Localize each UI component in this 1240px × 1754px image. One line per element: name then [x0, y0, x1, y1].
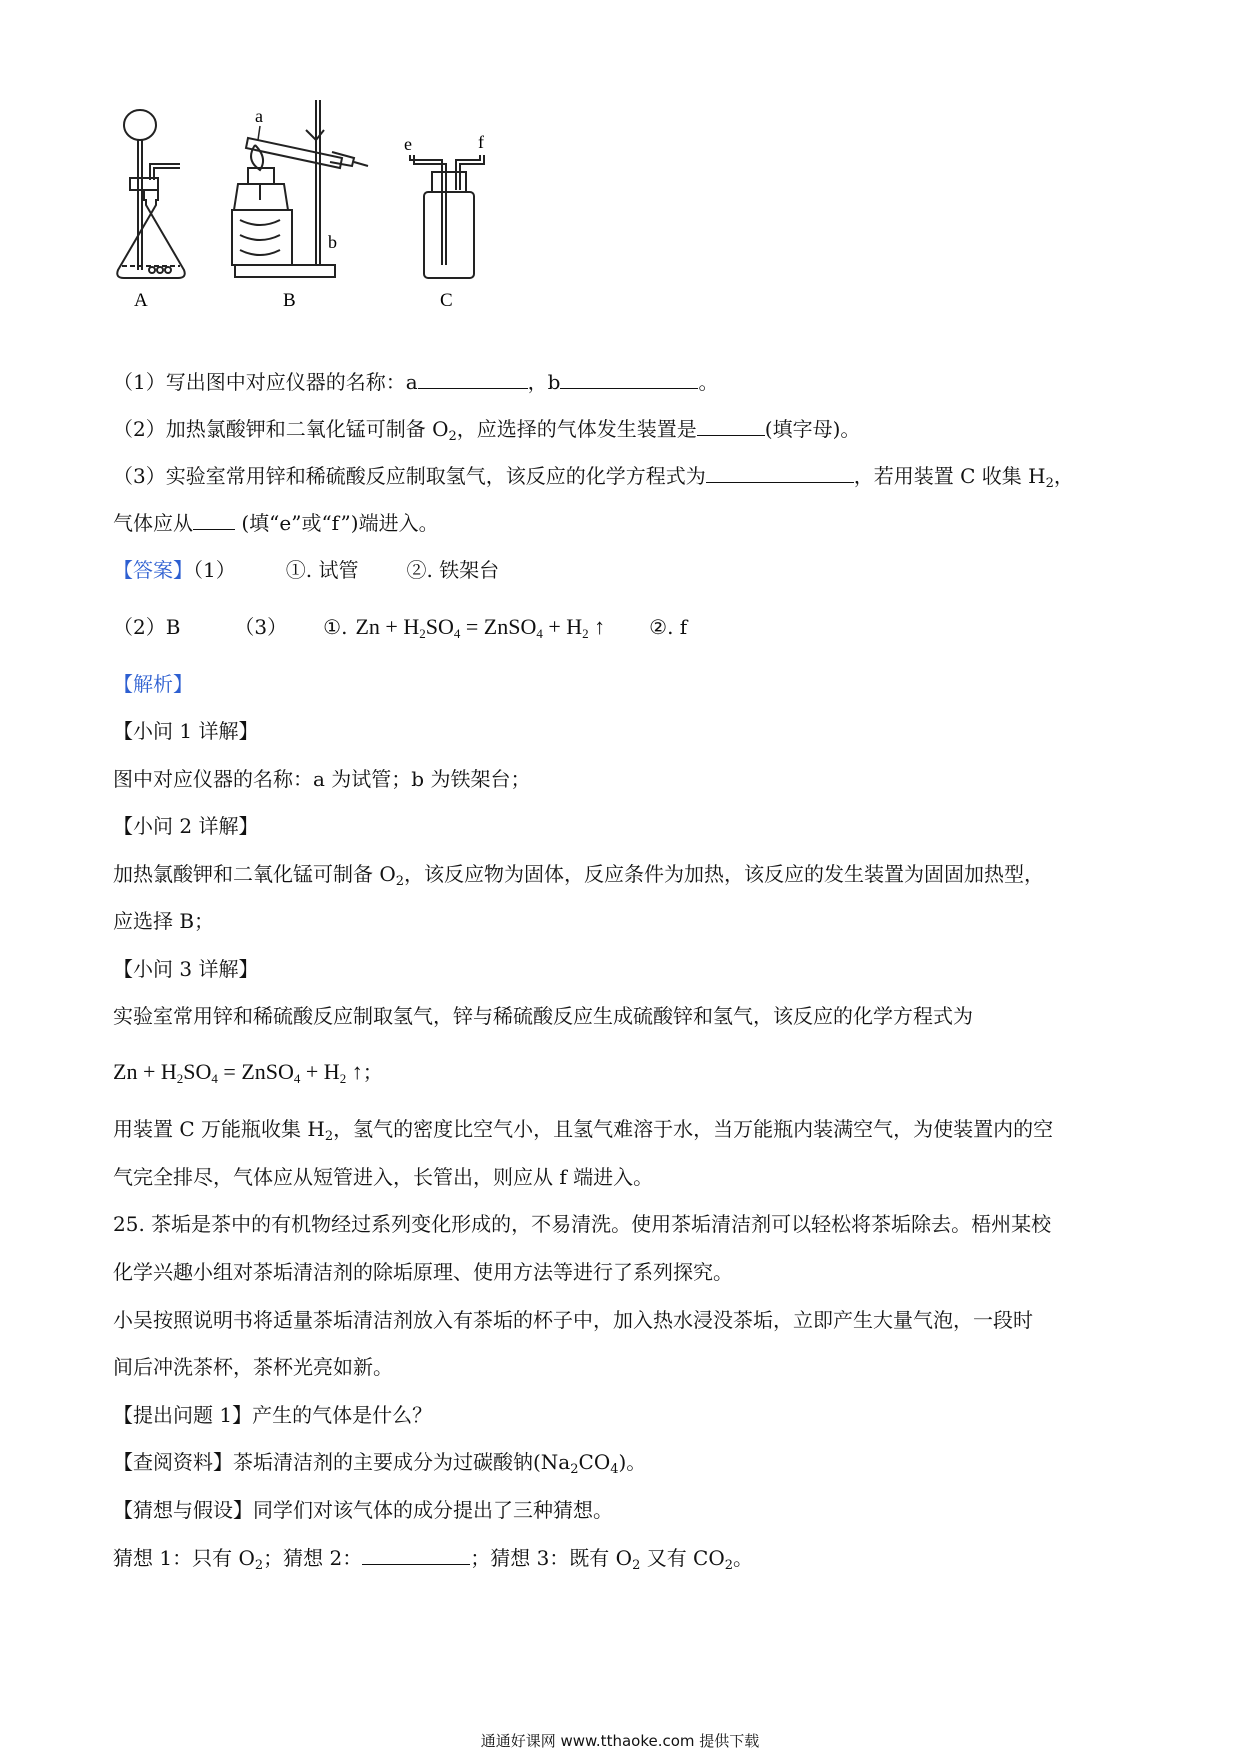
analysis-sub2-line-2: 应选择 B；	[113, 909, 215, 933]
q25-guess-b: ；猜想 2：	[263, 1546, 363, 1570]
answer-q3-item1-prefix: ①.	[323, 615, 348, 639]
q3-line2-end: (填“e”或“f”)端进入。	[235, 511, 439, 535]
answer-line-1	[113, 555, 499, 585]
q25-line-3: 小吴按照说明书将适量茶垢清洁剂放入有茶垢的杯子中，加入热水浸没茶垢，立即产生大量气泡，一段时	[113, 1308, 1033, 1332]
q25-guess-c: ；猜想 3：既有 O	[470, 1546, 633, 1570]
analysis-sub1-text: 图中对应仪器的名称：a 为试管；b 为铁架台；	[113, 767, 531, 791]
q25-guess-sub1: 2	[254, 1558, 264, 1573]
apparatus-c	[410, 155, 484, 278]
q3-end: ，	[1053, 464, 1074, 488]
apparatus-a	[117, 110, 185, 278]
answer-q2-label: （2）B	[113, 615, 181, 639]
label-a-figure: A	[134, 290, 148, 311]
answer-q1-label: （1）	[193, 558, 236, 582]
analysis-sub3-line-4: 气完全排尽，气体应从短管进入，长管出，则应从 f 端进入。	[113, 1165, 654, 1189]
analysis-tag: 【解析】	[113, 672, 193, 696]
answer-tag: 【答案】	[113, 558, 193, 582]
q25-reference	[113, 1447, 646, 1477]
analysis-sub1-head: 【小问 1 详解】	[113, 719, 259, 743]
q3-sub: 2	[1045, 476, 1054, 491]
answer-equation: $Zn + H_2SO_4$ = ZnSO$_4$ + $H_2$ ↑	[355, 614, 606, 641]
analysis-sub3-line-3-sub: 2	[324, 1129, 334, 1144]
analysis-equation: $Zn + H_2SO_4$ = ZnSO$_4$ + $H_2$ ↑	[113, 1059, 363, 1086]
q25-ref-sub4: 4	[610, 1462, 619, 1477]
q25-problem: 【提出问题 1】产生的气体是什么？	[113, 1403, 433, 1427]
analysis-sub3-head: 【小问 3 详解】	[113, 957, 259, 981]
q3-prefix: （3）实验室常用锌和稀硫酸反应制取氢气，该反应的化学方程式为	[113, 464, 706, 488]
q2-sub: 2	[448, 429, 457, 444]
q25-line-2: 化学兴趣小组对茶垢清洁剂的除垢原理、使用方法等进行了系列探究。	[113, 1260, 733, 1284]
q3-blank-equation[interactable]	[706, 460, 854, 483]
q25-guess-head: 【猜想与假设】同学们对该气体的成分提出了三种猜想。	[113, 1498, 613, 1522]
q25-ref-c: )。	[618, 1450, 647, 1474]
label-f: f	[478, 132, 484, 152]
analysis-sub2-line-1-sub: 2	[395, 874, 405, 889]
analysis-sub2-line-1-b: ，该反应物为固体，反应条件为加热，该反应的发生装置为固固加热型，	[404, 862, 1045, 886]
q3-blank-port[interactable]	[193, 507, 235, 530]
label-e: e	[404, 134, 412, 154]
answer-q1-item2: ②. 铁架台	[406, 558, 500, 582]
q25-line-1: 25. 茶垢是茶中的有机物经过系列变化形成的，不易清洗。使用茶垢清洁剂可以轻松将茶垢除去。梧州某校	[113, 1212, 1052, 1236]
q25-guess-2-blank[interactable]	[362, 1542, 470, 1565]
q2-prefix: （2）加热氯酸钾和二氧化锰可制备 O	[113, 417, 449, 441]
question-3-line-2	[113, 507, 439, 538]
analysis-sub2-head: 【小问 2 详解】	[113, 814, 259, 838]
q3-line2-prefix: 气体应从	[113, 511, 193, 535]
question-2	[113, 413, 860, 444]
q3-mid: ，若用装置 C 收集 H	[853, 464, 1046, 488]
q25-guess-sub3: 2	[724, 1558, 734, 1573]
page-footer: 通通好课网 www.tthaoke.com 提供下载	[480, 1732, 760, 1750]
analysis-sub2-line-1-a: 加热氯酸钾和二氧化锰可制备 O	[113, 862, 396, 886]
q2-mid: ，应选择的气体发生装置是	[456, 417, 697, 441]
analysis-sub3-line-3-a: 用装置 C 万能瓶收集 H	[113, 1117, 325, 1141]
label-a-pointer: a	[255, 106, 263, 126]
q25-guesses	[113, 1542, 753, 1573]
analysis-sub3-line-3	[113, 1114, 1053, 1144]
q25-guess-a: 猜想 1：只有 O	[113, 1546, 255, 1570]
label-b-pointer: b	[328, 232, 337, 252]
label-b-figure: B	[283, 290, 296, 311]
q1-end: 。	[698, 370, 719, 394]
q25-guess-sub2: 2	[632, 1558, 641, 1573]
apparatus-figure	[110, 100, 590, 350]
label-c-figure: C	[440, 290, 453, 311]
q1-prefix: （1）写出图中对应仪器的名称：a	[113, 370, 418, 394]
q1-blank-a[interactable]	[418, 366, 528, 389]
q2-blank[interactable]	[697, 413, 765, 436]
analysis-sub3-eq-end: ；	[362, 1060, 383, 1084]
q1-mid: ，b	[527, 370, 561, 394]
q25-ref-sub2: 2	[570, 1462, 579, 1477]
analysis-sub3-line-3-b: ，氢气的密度比空气小，且氢气难溶于水，当万能瓶内装满空气，为使装置内的空	[333, 1117, 1054, 1141]
q25-guess-d: 又有 CO	[640, 1546, 725, 1570]
q25-ref-a: 【查阅资料】茶垢清洁剂的主要成分为过碳酸钠(Na	[113, 1450, 571, 1474]
analysis-sub3-line-1: 实验室常用锌和稀硫酸反应制取氢气，锌与稀硫酸反应生成硫酸锌和氢气，该反应的化学方程式为	[113, 1004, 973, 1028]
answer-q3-item2: ②. f	[649, 615, 688, 639]
answer-line-2	[113, 612, 687, 642]
question-3-line-1	[113, 460, 1074, 491]
answer-q1-item1: ①. 试管	[285, 558, 359, 582]
analysis-sub3-equation	[113, 1057, 383, 1087]
q2-end: (填字母)。	[764, 417, 861, 441]
apparatus-b	[232, 100, 368, 277]
question-1	[113, 366, 718, 397]
q1-blank-b[interactable]	[560, 366, 698, 389]
q25-ref-b: CO	[578, 1450, 611, 1474]
q25-line-4: 间后冲洗茶杯，茶杯光亮如新。	[113, 1355, 393, 1379]
answer-q3-label: （3）	[234, 615, 288, 639]
analysis-sub2-line-1	[113, 859, 1044, 889]
q25-guess-e: 。	[733, 1546, 754, 1570]
